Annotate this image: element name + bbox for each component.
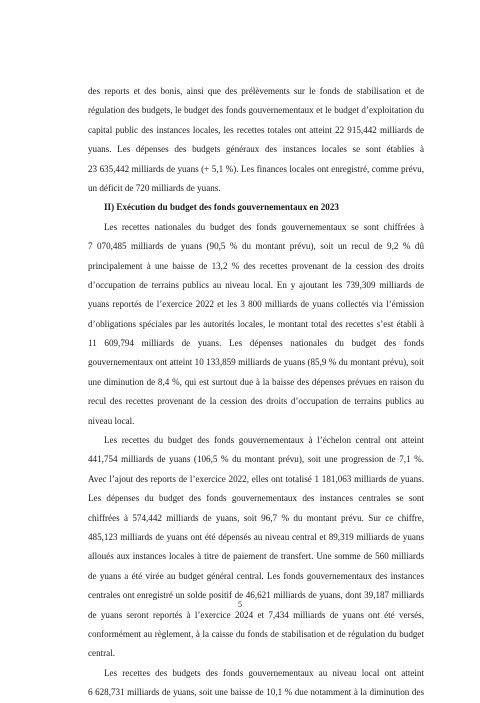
text-line: d’obligations spéciales par les autorités locales, le montant total des recettes s’est établi à bbox=[88, 318, 424, 329]
page-number: 5 bbox=[238, 600, 242, 609]
text-line: 11 609,794 milliards de yuans. Les dépenses nationales du budget des fonds bbox=[88, 338, 424, 349]
text-line: principalement à une baisse de 13,2 % des recettes provenant de la cession des droits bbox=[88, 260, 424, 271]
text-line: Les dépenses du budget des fonds gouvernementaux des instances centrales se sont bbox=[88, 493, 424, 504]
text-line: Les recettes du budget des fonds gouvernementaux à l’échelon central ont atteint bbox=[104, 435, 424, 446]
text-line: centrales ont enregistré un solde positif de 46,621 milliards de yuans, dont 39,187 milliards bbox=[88, 590, 424, 601]
text-line: de yuans a été virée au budget général central. Les fonds gouvernementaux des instances bbox=[88, 570, 424, 581]
text-line: yuans. Les dépenses des budgets généraux des instances locales se sont établies à bbox=[88, 144, 424, 155]
text-line: capital public des instances locales, les recettes totales ont atteint 22 915,442 milliards de bbox=[88, 124, 424, 135]
text-line: 6 628,731 milliards de yuans, soit une baisse de 10,1 % due notamment à la diminution des bbox=[88, 687, 424, 698]
text-line: conformément au règlement, à la caisse du fonds de stabilisation et de régulation du budget bbox=[88, 628, 424, 639]
text-line: 7 070,485 milliards de yuans (90,5 % du montant prévu), soit un recul de 9,2 % dû bbox=[88, 241, 424, 252]
text-line: Les recettes des budgets des fonds gouvernementaux au niveau local ont atteint bbox=[104, 667, 424, 678]
paragraph-central-budget bbox=[88, 431, 424, 664]
text-line: un déficit de 720 milliards de yuans. bbox=[88, 182, 221, 193]
paragraph-continuation bbox=[88, 82, 424, 198]
document-page bbox=[88, 82, 424, 703]
text-line: niveau local. bbox=[88, 415, 135, 426]
text-line: recul des recettes provenant de la cession des droits d’occupation de terrains publics au bbox=[88, 396, 424, 407]
text-line: Les recettes nationales du budget des fonds gouvernementaux se sont chiffrées à bbox=[104, 221, 424, 232]
paragraph-local-budget bbox=[88, 664, 424, 703]
text-line: des reports et des bonis, ainsi que des prélèvements sur le fonds de stabilisation et de bbox=[88, 86, 424, 96]
text-line: une diminution de 8,4 %, qui est surtout due à la baisse des dépenses prévues en raison du bbox=[88, 376, 424, 387]
paragraph-national-budget bbox=[88, 218, 424, 431]
text-line: chiffrées à 574,442 milliards de yuans, soit 96,7 % du montant prévu. Sur ce chiffre, bbox=[88, 512, 424, 523]
text-line: alloués aux instances locales à titre de paiement de transfert. Une somme de 560 milliards bbox=[88, 551, 424, 562]
text-line: 485,123 milliards de yuans ont été dépensés au niveau central et 89,319 milliards de yuans bbox=[88, 531, 424, 542]
text-line: 23 635,442 milliards de yuans (+ 5,1 %). Les finances locales ont enregistré, comme prévu, bbox=[88, 163, 424, 174]
text-line: gouvernementaux ont atteint 10 133,859 milliards de yuans (85,9 % du montant prévu), soit bbox=[88, 357, 424, 368]
text-line: Avec l’ajout des reports de l’exercice 2022, elles ont totalisé 1 181,063 milliards de yuans. bbox=[88, 473, 424, 484]
text-line: yuans reportés de l’exercice 2022 et les 3 800 milliards de yuans collectés via l’émission bbox=[88, 299, 424, 310]
text-line: de yuans seront reportés à l’exercice 2024 et 7,434 milliards de yuans ont été versés, bbox=[88, 609, 424, 620]
text-line: 441,754 milliards de yuans (106,5 % du montant prévu), soit une progression de 7,1 %. bbox=[88, 454, 424, 465]
text-line: d’occupation de terrains publics au niveau local. En y ajoutant les 739,309 milliards de bbox=[88, 279, 424, 290]
text-line: régulation des budgets, le budget des fonds gouvernementaux et le budget d’exploitation du bbox=[88, 105, 424, 116]
text-line: central. bbox=[88, 648, 116, 659]
section-heading: II) Exécution du budget des fonds gouvernementaux en 2023 bbox=[104, 202, 339, 213]
